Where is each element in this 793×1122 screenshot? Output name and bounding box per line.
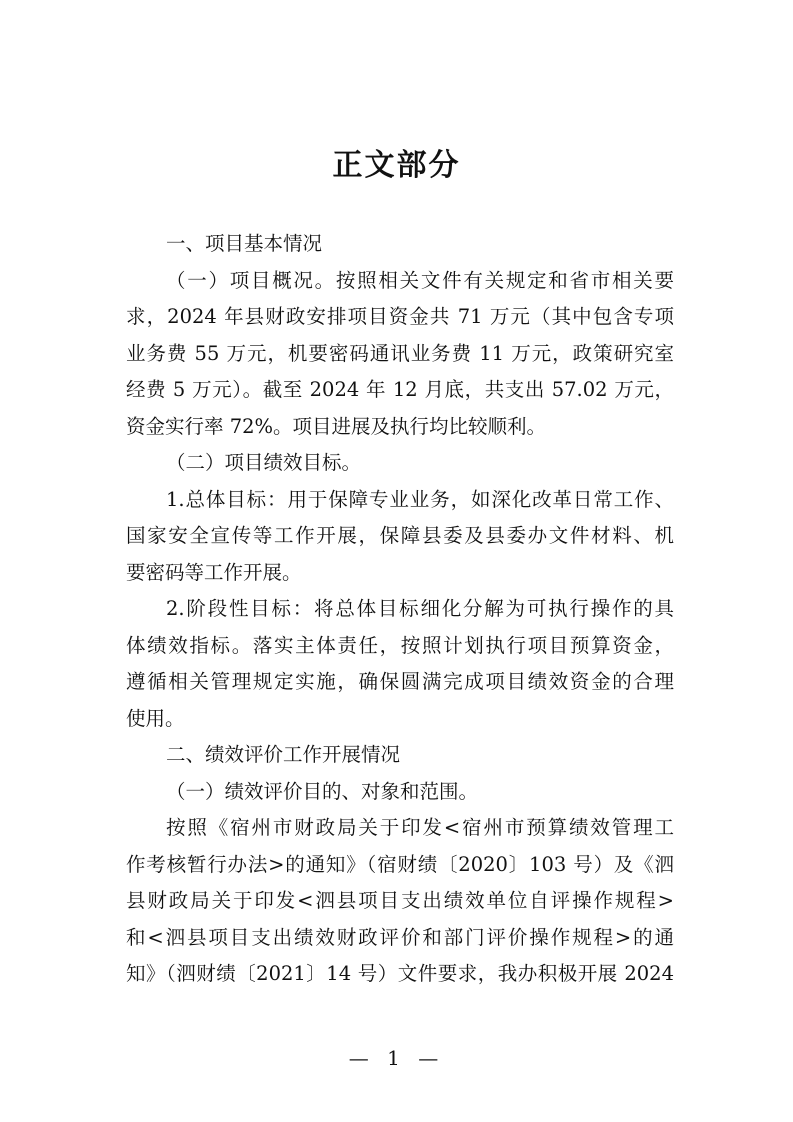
paragraph-line: （二）项目绩效目标。 [166,451,362,474]
paragraph-line: 遵循相关管理规定实施，确保圆满完成项目绩效资金的合理 [126,670,674,693]
section-heading: 二、绩效评价工作开展情况 [166,743,401,766]
paragraph-line: 国家安全宣传等工作开展，保障县委及县委办文件材料、机 [126,524,674,547]
section-heading: 一、项目基本情况 [166,232,323,255]
paragraph-line: 经费 5 万元）。截至 2024 年 12 月底，共支出 57.02 万元， [126,378,674,401]
paragraph-line: 体绩效指标。落实主体责任，按照计划执行项目预算资金， [126,633,674,657]
paragraph-line: 要密码等工作开展。 [126,560,302,584]
paragraph-line: 1.总体目标：用于保障专业业务，如深化改革日常工作、 [166,487,674,511]
paragraph-line: 县财政局关于印发<泗县项目支出绩效单位自评操作规程> [126,889,674,912]
paragraph-line: 使用。 [126,706,185,730]
body-text [126,226,674,993]
paragraph-line: （一）绩效评价目的、对象和范围。 [166,779,479,803]
paragraph-line: 按照《宿州市财政局关于印发<宿州市预算绩效管理工 [166,816,674,839]
document-title: 正文部分 [332,148,461,183]
paragraph-line: 和<泗县项目支出绩效财政评价和部门评价操作规程>的通 [126,925,674,949]
paragraph-line: （一）项目概况。按照相关文件有关规定和省市相关要 [166,268,674,292]
paragraph-line: 业务费 55 万元，机要密码通讯业务费 11 万元，政策研究室 [126,341,674,365]
paragraph-line: 作考核暂行办法>的通知》（宿财绩〔2020〕103 号）及《泗 [126,852,674,876]
page-number: — 1 — [348,1046,445,1070]
paragraph-line: 知》（泗财绩〔2021〕14 号）文件要求，我办积极开展 2024 [126,962,674,985]
paragraph-line: 2.阶段性目标：将总体目标细化分解为可执行操作的具 [166,597,674,620]
paragraph-line: 求，2024 年县财政安排项目资金共 71 万元（其中包含专项 [126,305,674,328]
paragraph-line: 资金实行率 72%。项目进展及执行均比较顺利。 [126,414,547,438]
